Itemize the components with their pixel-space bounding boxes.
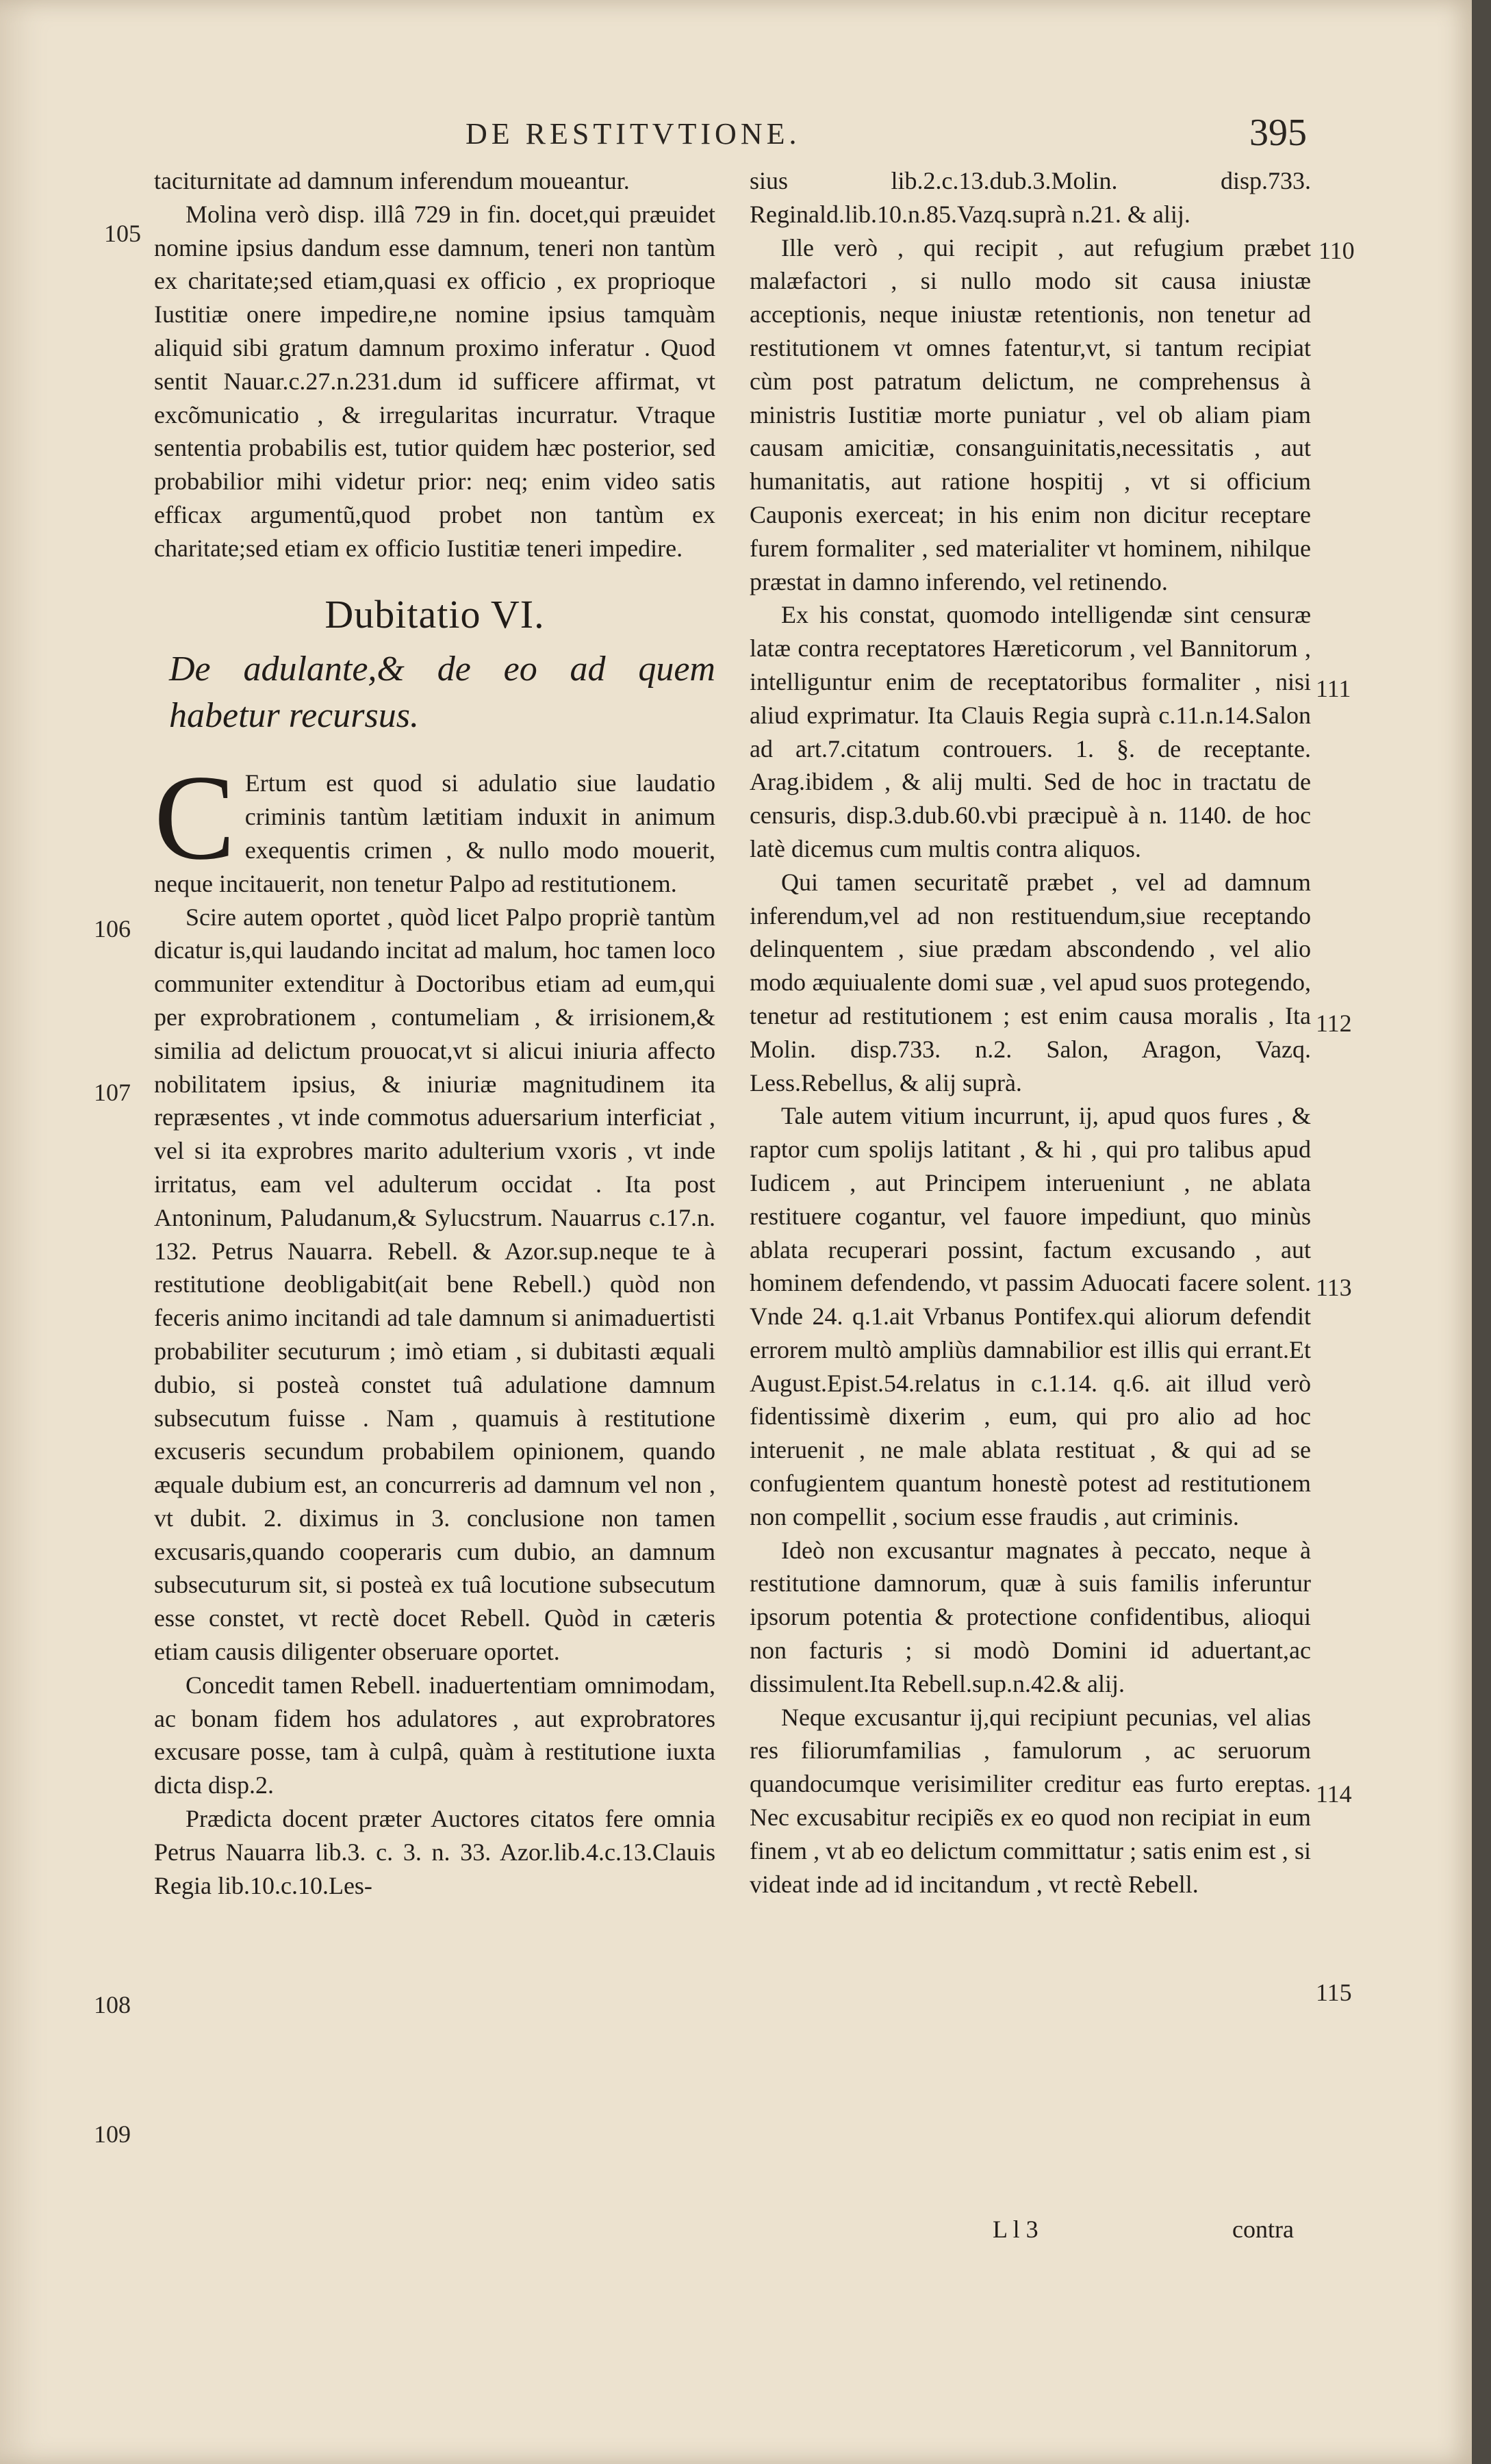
signature-mark: L l 3 xyxy=(993,2216,1038,2243)
margin-number-106: 106 xyxy=(94,915,131,942)
paragraph-111: Ex his constat, quomodo intelligendæ sint censuræ latæ contra receptatores Hæreticorum , vel Bannitorum , intelliguntur enim de receptatoribus formaliter , nisi aliud exprimatur. Ita Clauis Regia suprà c.11.n.14.Salon ad art.7.citatum controuers. 1. §. de receptante. Arag.ibidem , & alij multi. Sed de hoc in tractatu de censuris, disp.3.dub.60.vbi præcipuè à n. 1140. de hoc latè dicemus cum multis contra aliquos. xyxy=(750,601,1311,862)
page-number: 395 xyxy=(1249,112,1307,154)
catchword: contra xyxy=(1232,2216,1294,2243)
dubitatio-subtitle: De adulante,& de eo ad quem habetur recursus. xyxy=(169,650,715,736)
paragraph-110: Ille verò , qui recipit , aut refugium præbet malæfactori , si nullo modo sit causa iniustæ acceptionis, neque iniustæ retentionis, non tenetur ad restitutionem vt omnes fatentur,vt, si tantum recipiat cùm post patratum delictum, ne comprehensus à ministris Iustitiæ morte puniatur , vel ob aliam piam causam amicitiæ, consanguinitatis,necessitatis , aut humanitatis, aut ratione hospitij , vt si officium Cauponis exerceat; in his enim non dicitur receptare furem formaliter , sed materialiter vt hominem, nihilque præstat in damno inferendo, vel retinendo. xyxy=(750,233,1311,595)
paragraph-106 xyxy=(154,749,715,900)
paragraph-114: Ideò non excusantur magnates à peccato, neque à restitutione damnorum, quæ à suis familis inferuntur ipsorum potentia & protectione confidentibus, alioqui non facturis ; si modò Domini id aduertant,ac dissimulent.Ita Rebell.sup.n.42.& alij. xyxy=(750,1536,1311,1697)
left-column xyxy=(154,164,715,1902)
margin-number-114: 114 xyxy=(1316,1780,1352,1808)
margin-number-107: 107 xyxy=(94,1079,131,1106)
running-head: DE RESTITVTIONE. xyxy=(466,117,801,151)
page-edge xyxy=(1472,0,1491,2464)
dubitatio-title: Dubitatio VI. xyxy=(324,591,545,637)
paragraph-continuation: taciturnitate ad damnum inferendum moueantur. xyxy=(154,167,630,194)
paragraph-115: Neque excusantur ij,qui recipiunt pecunias, vel alias res filiorumfamilias , famulorum , ac seruorum quandocumque verisimiliter creditur eas furto ereptas. Nec excusabitur recipiẽs ex eo quod non recipiat in eum finem , vt ab eo delictum committatur ; satis enim est , si videat inde ad id incitandum , vt rectè Rebell. xyxy=(750,1703,1311,1898)
margin-number-110: 110 xyxy=(1318,237,1355,264)
paragraph-107: Scire autem oportet , quòd licet Palpo propriè tantùm dicatur is,qui laudando incitat ad malum, hoc tamen loco communiter extenditur à Doctoribus etiam ad eum,qui per exprobrationem , contumeliam , & irrisionem,& similia ad delictum prouocat,vt si alicui iniuria affecto nobilitatem ipsius, & iniuriæ magnitudinem ita repræsentes , vt inde commotus aduersarium interficiat , vel si ita exprobres marito adulterium vxoris , vt inde irritatus, eam vel adulterum occidat . Ita post Antoninum, Paludanum,& Sylucstrum. Nauarrus c.17.n. 132. Petrus Nauarra. Rebell. & Azor.sup.neque te à restitutione deobligabit(ait bene Rebell.) quòd non feceris animo incitandi ad tale damnum si animaduertisti probabiliter secuturum ; imò etiam , si dubitasti æquali dubio, si posteà constet tuâ adulatione damnum subsecutum fuisse . Nam , quamuis à restitutione excuseris secundum probabilem opinionem, quando æquale dubium est, an concurreris ad damnum vel non , vt dubit. 2. diximus in 3. conclusione non tamen excusaris,quando cooperaris cum dubio, an damnum subsecuturum sit, si posteà ex tuâ locutione subsecutum esse constet, vt rectè docet Rebell. Quòd in cæteris etiam causis diligenter obseruare oportet. xyxy=(154,903,715,1666)
paragraph-113: Tale autem vitium incurrunt, ij, apud quos fures , & raptor cum spolijs latitant , & hi , qui pro talibus apud Iudicem , aut Principem interueniunt , ne ablata restituere cogantur, vel fauore impediunt, quo minùs ablata recuperari possint, factum excusando , aut hominem defendendo, vt passim Aduocati facere solent. Vnde 24. q.1.ait Vrbanus Pontifex.qui aliorum defendit errorem multò ampliùs damnabilior est illis qui errant.Et August.Epist.54.relatus in c.1.14. q.6. ait illud verò fidentissimè dixerim , eum, qui pro alio ad hoc interuenit , ne male ablata restituat , & qui ad se confugientem quantum honestè potest ad restitutionem non compellit , socium esse fraudis , aut criminis. xyxy=(750,1102,1311,1530)
margin-number-112: 112 xyxy=(1316,1010,1352,1037)
margin-number-111: 111 xyxy=(1316,675,1351,702)
paragraph-112: Qui tamen securitatẽ præbet , vel ad damnum inferendum,vel ad non restituendum,siue receptando delinquentem , siue prædam abscondendo , vel alio modo æquiualente domi suæ , vel apud suos protegendo, tenetur ad restitutionem ; est enim causa moralis , Ita Molin. disp.733. n.2. Salon, Aragon, Vazq. Less.Rebellus, & alij suprà. xyxy=(750,868,1311,1096)
paragraph-106-text: Ertum est quod si adulatio siue laudatio criminis tantùm lætitiam induxit in animum exequentis crimen , & nullo modo mouerit, neque incitauerit, non tenetur Palpo ad restitutionem. xyxy=(154,769,715,897)
paragraph-105: Molina verò disp. illâ 729 in fin. docet,qui præuidet nomine ipsius dandum esse damnum, teneri non tantùm ex charitate;sed etiam,quasi ex officio , ex proprioque Iustitiæ onere impedire,ne nomine ipsius tamquàm aliquid sibi gratum damnum proximo inferatur . Quod sentit Nauar.c.27.n.231.dum id sufficere affirmat, vt excõmunicatio , & irregularitas incurratur. Vtraque sententia probabilis est, tutior quidem hæc posterior, sed probabilior mihi videtur prior: neq; enim video satis efficax argumentũ,quod probet non tantùm ex charitate;sed etiam ex officio Iustitiæ teneri impedire. xyxy=(154,200,715,562)
margin-number-113: 113 xyxy=(1316,1274,1352,1301)
drop-cap: C xyxy=(154,749,235,886)
margin-number-105: 105 xyxy=(104,220,141,247)
right-column xyxy=(750,164,1311,1901)
paragraph-continuation-right: sius lib.2.c.13.dub.3.Molin. disp.733. Reginald.lib.10.n.85.Vazq.suprà n.21. & alij. xyxy=(750,167,1311,228)
margin-number-115: 115 xyxy=(1316,1979,1352,2006)
paragraph-108: Concedit tamen Rebell. inaduertentiam omnimodam, ac bonam fidem hos adulatores , aut exprobratores excusare posse, tam à culpâ, quàm à restitutione iuxta dicta disp.2. xyxy=(154,1671,715,1799)
margin-number-108: 108 xyxy=(94,1991,131,2018)
paragraph-109: Prædicta docent præter Auctores citatos fere omnia Petrus Nauarra lib.3. c. 3. n. 33. Azor.lib.4.c.13.Clauis Regia lib.10.c.10.Les- xyxy=(154,1805,715,1899)
margin-number-109: 109 xyxy=(94,2120,131,2148)
